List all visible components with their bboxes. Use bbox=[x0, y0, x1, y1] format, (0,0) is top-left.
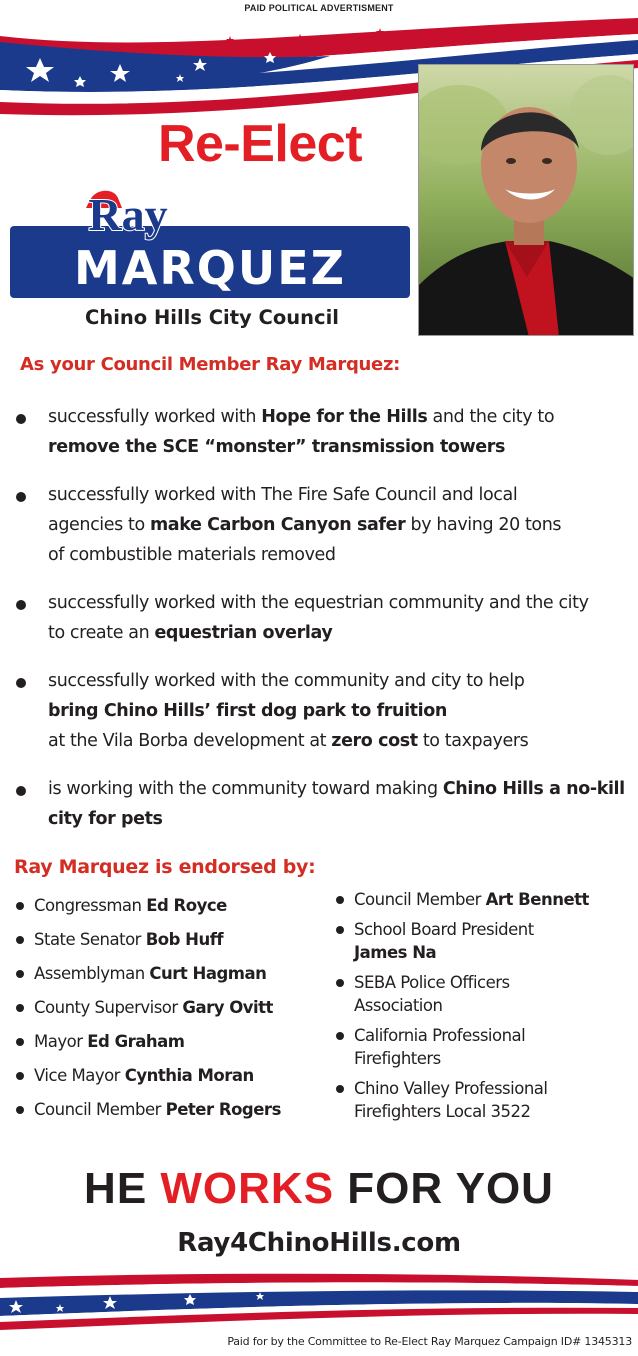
bullet-icon bbox=[16, 786, 26, 796]
bullet-icon bbox=[16, 936, 24, 944]
list-item: Assemblyman Curt Hagman bbox=[14, 962, 334, 985]
bullet-icon bbox=[16, 492, 26, 502]
list-item: California Professional Firefighters bbox=[334, 1024, 574, 1070]
list-item: successfully worked with the community and city to help bring Chino Hills’ first dog park to fruition at the Vila Borba development at zero cost to taxpayers bbox=[14, 666, 628, 756]
list-item: Mayor Ed Graham bbox=[14, 1030, 334, 1053]
list-item: SEBA Police Officers Association bbox=[334, 971, 534, 1017]
bullet-icon bbox=[16, 600, 26, 610]
bullet-icon bbox=[16, 1072, 24, 1080]
bullet-icon bbox=[336, 1032, 344, 1040]
last-name: MARQUEZ bbox=[73, 241, 347, 295]
bullet-icon bbox=[336, 979, 344, 987]
list-item: County Supervisor Gary Ovitt bbox=[14, 996, 334, 1019]
paid-political-notice: PAID POLITICAL ADVERTISMENT bbox=[244, 3, 394, 13]
candidate-name-logo bbox=[10, 186, 410, 306]
list-item: Chino Valley Professional Firefighters Local 3522 bbox=[334, 1077, 594, 1123]
list-item: Vice Mayor Cynthia Moran bbox=[14, 1064, 334, 1087]
bullet-icon bbox=[16, 678, 26, 688]
office-title: Chino Hills City Council bbox=[85, 306, 339, 329]
bullet-icon bbox=[16, 970, 24, 978]
bullet-icon bbox=[336, 1085, 344, 1093]
endorsed-heading: Ray Marquez is endorsed by: bbox=[14, 856, 316, 878]
re-elect-heading: Re-Elect bbox=[157, 115, 363, 173]
accomplishments-list bbox=[14, 402, 628, 852]
intro-heading: As your Council Member Ray Marquez: bbox=[20, 354, 401, 375]
endorsements-right bbox=[334, 888, 634, 1130]
bullet-icon bbox=[16, 902, 24, 910]
bullet-icon bbox=[16, 1106, 24, 1114]
bullet-icon bbox=[16, 414, 26, 424]
list-item: successfully worked with the equestrian community and the city to create an equestrian overlay bbox=[14, 588, 604, 648]
list-item: Congressman Ed Royce bbox=[14, 894, 334, 917]
bullet-icon bbox=[16, 1038, 24, 1046]
paid-for-disclaimer: Paid for by the Committee to Re-Elect Ray Marquez Campaign ID# 1345313 bbox=[227, 1335, 632, 1348]
list-item: is working with the community toward making Chino Hills a no-kill city for pets bbox=[14, 774, 628, 834]
first-name: Ray bbox=[88, 189, 168, 240]
bullet-icon bbox=[336, 896, 344, 904]
slogan: HE WORKS FOR YOU bbox=[84, 1164, 554, 1213]
list-item: Council Member Peter Rogers bbox=[14, 1098, 334, 1121]
list-item: School Board President James Na bbox=[334, 918, 574, 964]
list-item: successfully worked with Hope for the Hills and the city to remove the SCE “monster” transmission towers bbox=[14, 402, 628, 462]
bullet-icon bbox=[336, 926, 344, 934]
flag-banner-bottom bbox=[0, 1270, 638, 1330]
bullet-icon bbox=[16, 1004, 24, 1012]
endorsements-left bbox=[14, 894, 334, 1132]
list-item: Council Member Art Bennett bbox=[334, 888, 634, 911]
list-item: State Senator Bob Huff bbox=[14, 928, 334, 951]
website-link[interactable]: Ray4ChinoHills.com bbox=[177, 1228, 461, 1258]
candidate-photo bbox=[418, 64, 634, 336]
list-item: successfully worked with The Fire Safe Council and local agencies to make Carbon Canyon safer by having 20 tons of combustible materials removed bbox=[14, 480, 574, 570]
